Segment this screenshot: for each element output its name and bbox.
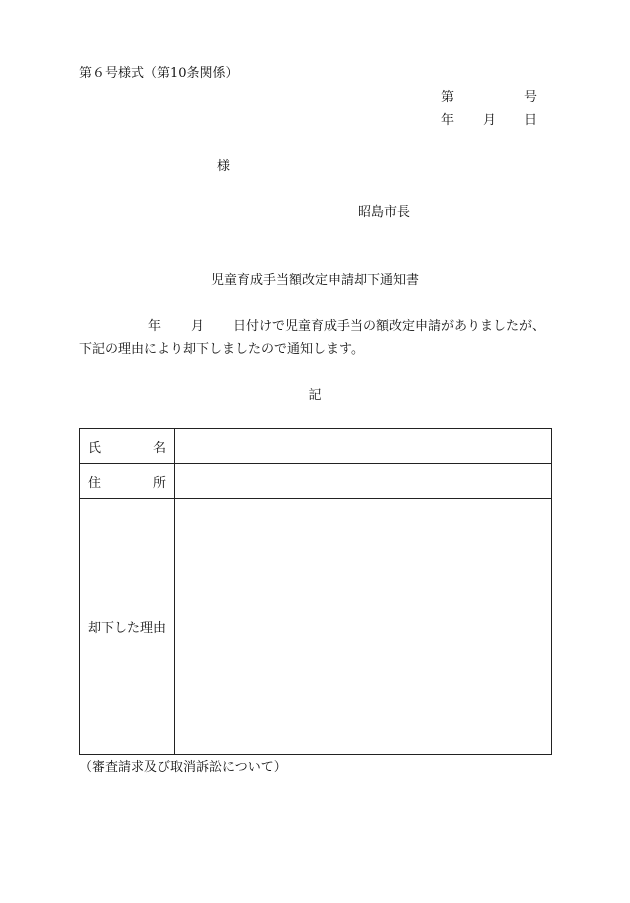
footer-note: （審査請求及び取消訴訟について）: [79, 760, 287, 775]
record-table: [79, 428, 552, 755]
address-label-b: 所: [152, 475, 166, 491]
body-text-line2: 下記の理由により却下しましたので通知します。: [79, 342, 364, 357]
reason-label: 却下した理由: [88, 621, 167, 636]
address-value-cell: [175, 464, 552, 499]
table-row-name: [80, 429, 552, 464]
address-label-a: 住: [88, 475, 102, 491]
date-year-label: 年: [441, 113, 455, 128]
body-text-line1: 日付けで児童育成手当の額改定申請がありましたが、: [233, 319, 546, 334]
addressee-honorific: 様: [217, 159, 231, 174]
name-label-cell: [80, 429, 175, 464]
date-day-label: 日: [524, 113, 538, 128]
name-label-b: 名: [152, 440, 166, 456]
reason-value-cell: [175, 499, 552, 755]
table-row-reason: [80, 499, 552, 755]
name-label-a: 氏: [88, 440, 102, 456]
ki-heading: 記: [308, 388, 322, 403]
table-row-address: [80, 464, 552, 499]
address-label-cell: [80, 464, 175, 499]
sender-name: 昭島市長: [358, 205, 411, 220]
doc-number-suffix: 号: [524, 90, 538, 105]
form-number: 第６号様式（第10条関係）: [79, 66, 239, 81]
name-value-cell: [175, 429, 552, 464]
doc-number-prefix: 第: [441, 90, 455, 105]
document-title: 児童育成手当額改定申請却下通知書: [210, 273, 419, 288]
body-year-label: 年: [148, 319, 162, 334]
body-month-label: 月: [191, 319, 205, 334]
date-month-label: 月: [483, 113, 497, 128]
reason-label-cell: [80, 499, 175, 755]
